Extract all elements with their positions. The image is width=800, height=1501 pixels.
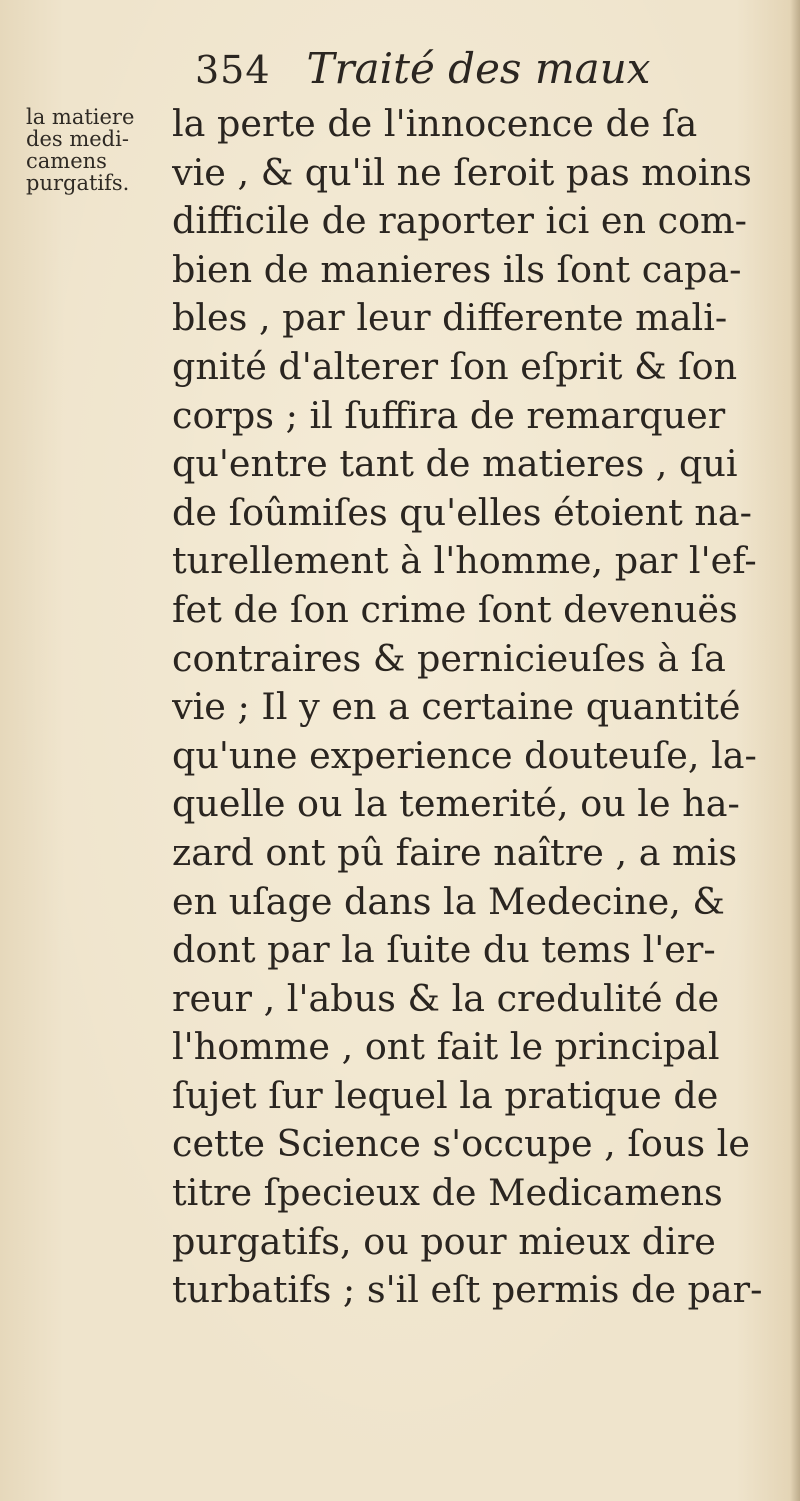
text-line: purgatifs, ou pour mieux dire xyxy=(172,1219,716,1263)
text-line: dont par la ſuite du tems l'er- xyxy=(172,928,716,972)
text-line: bien de manieres ils ſont capa- xyxy=(172,247,742,291)
text-line: titre ſpecieux de Medicamens xyxy=(172,1171,723,1215)
marginal-note-line: la matiere xyxy=(26,105,135,129)
text-line: la perte de l'innocence de ſa xyxy=(172,102,698,145)
text-line: reur , l'abus & la credulité de xyxy=(172,976,720,1020)
text-line: qu'entre tant de matieres , qui xyxy=(172,442,738,486)
marginal-note xyxy=(26,106,166,194)
running-title: Traité des maux xyxy=(306,44,651,93)
body-text xyxy=(172,100,782,1315)
page-edge-shadow xyxy=(790,0,800,1501)
text-line: bles , par leur differente mali- xyxy=(172,296,728,340)
page-header xyxy=(195,44,650,104)
text-line: qu'une experience douteuſe, la- xyxy=(172,733,757,777)
text-line: gnité d'alterer ſon eſprit & ſon xyxy=(172,344,738,388)
text-line: en uſage dans la Medecine, & xyxy=(172,879,725,923)
text-line: cette Science s'occupe , ſous le xyxy=(172,1122,750,1166)
text-line: ſujet ſur lequel la pratique de xyxy=(172,1073,719,1117)
text-line: vie , & qu'il ne ſeroit pas moins xyxy=(172,150,752,194)
text-line: corps ; il ſuffira de remarquer xyxy=(172,393,726,437)
text-line: contraires & pernicieuſes à ſa xyxy=(172,636,726,680)
text-line: difficile de raporter ici en com- xyxy=(172,199,747,243)
page-number: 354 xyxy=(195,48,271,92)
text-line: zard ont pû faire naître , a mis xyxy=(172,830,738,874)
text-line: quelle ou la temerité, ou le ha- xyxy=(172,782,740,826)
text-line: turbatifs ; s'il eſt permis de par- xyxy=(172,1268,763,1312)
text-line: vie ; Il y en a certaine quantité xyxy=(172,685,741,729)
marginal-note-line: des medi- xyxy=(26,127,129,151)
text-line: de ſoûmiſes qu'elles étoient na- xyxy=(172,490,752,534)
text-line: l'homme , ont fait le principal xyxy=(172,1025,720,1069)
marginal-note-line: purgatifs. xyxy=(26,171,130,195)
text-line: fet de ſon crime ſont devenuës xyxy=(172,587,738,631)
text-line: turellement à l'homme, par l'ef- xyxy=(172,539,757,583)
marginal-note-line: camens xyxy=(26,149,107,173)
